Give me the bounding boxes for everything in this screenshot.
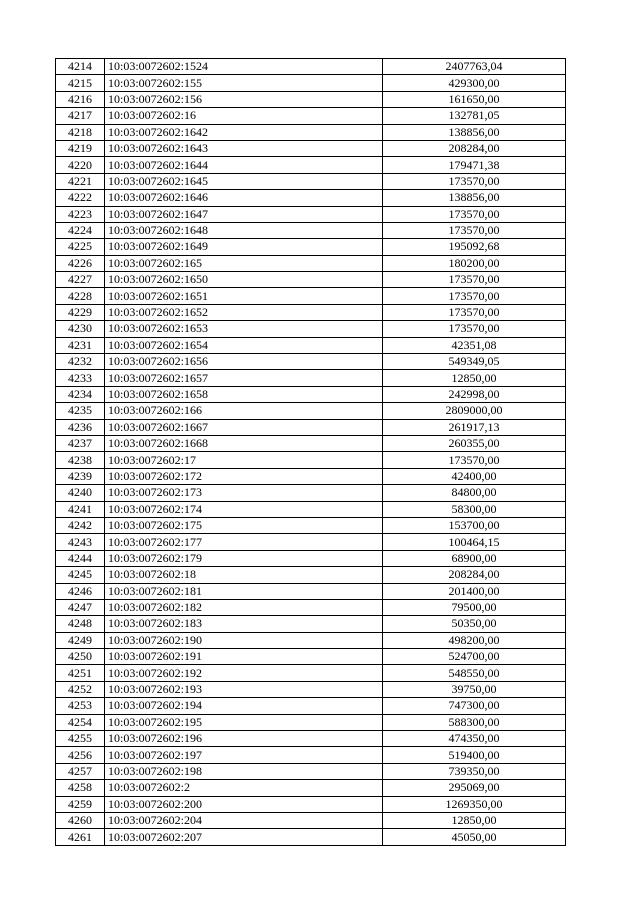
table-row: [56, 616, 566, 632]
cadastral-number-cell: 10:03:0072602:192: [105, 665, 383, 681]
row-number-cell: 4251: [56, 665, 105, 681]
value-cell: 161650,00: [383, 91, 566, 107]
value-cell: 68900,00: [383, 550, 566, 566]
cadastral-number-cell: 10:03:0072602:198: [105, 763, 383, 779]
value-cell: 58300,00: [383, 501, 566, 517]
row-number-cell: 4232: [56, 354, 105, 370]
row-number-cell: 4255: [56, 731, 105, 747]
cadastral-number-cell: 10:03:0072602:1652: [105, 304, 383, 320]
value-cell: 173570,00: [383, 288, 566, 304]
table-row: [56, 534, 566, 550]
row-number-cell: 4235: [56, 403, 105, 419]
value-cell: 429300,00: [383, 75, 566, 91]
cadastral-number-cell: 10:03:0072602:1657: [105, 370, 383, 386]
value-cell: 2407763,04: [383, 59, 566, 75]
value-cell: 42351,08: [383, 337, 566, 353]
row-number-cell: 4217: [56, 108, 105, 124]
row-number-cell: 4254: [56, 714, 105, 730]
row-number-cell: 4222: [56, 190, 105, 206]
cadastral-number-cell: 10:03:0072602:1650: [105, 272, 383, 288]
row-number-cell: 4214: [56, 59, 105, 75]
value-cell: 173570,00: [383, 272, 566, 288]
value-cell: 173570,00: [383, 321, 566, 337]
value-cell: 208284,00: [383, 567, 566, 583]
cadastral-number-cell: 10:03:0072602:1648: [105, 222, 383, 238]
cadastral-number-cell: 10:03:0072602:181: [105, 583, 383, 599]
cadastral-number-cell: 10:03:0072602:1651: [105, 288, 383, 304]
row-number-cell: 4259: [56, 796, 105, 812]
cadastral-number-cell: 10:03:0072602:165: [105, 255, 383, 271]
row-number-cell: 4253: [56, 698, 105, 714]
cadastral-number-cell: 10:03:0072602:179: [105, 550, 383, 566]
value-cell: 588300,00: [383, 714, 566, 730]
table-row: [56, 157, 566, 173]
row-number-cell: 4215: [56, 75, 105, 91]
value-cell: 138856,00: [383, 190, 566, 206]
row-number-cell: 4233: [56, 370, 105, 386]
cadastral-number-cell: 10:03:0072602:1658: [105, 386, 383, 402]
value-cell: 474350,00: [383, 731, 566, 747]
table-row: [56, 649, 566, 665]
row-number-cell: 4229: [56, 304, 105, 320]
row-number-cell: 4221: [56, 173, 105, 189]
table-row: [56, 419, 566, 435]
table-row: [56, 780, 566, 796]
row-number-cell: 4258: [56, 780, 105, 796]
value-cell: 201400,00: [383, 583, 566, 599]
table-row: [56, 812, 566, 828]
cadastral-value-table: [55, 58, 566, 846]
value-cell: 84800,00: [383, 485, 566, 501]
table-row: [56, 206, 566, 222]
cadastral-number-cell: 10:03:0072602:204: [105, 812, 383, 828]
value-cell: 39750,00: [383, 681, 566, 697]
table-row: [56, 140, 566, 156]
row-number-cell: 4243: [56, 534, 105, 550]
value-cell: 747300,00: [383, 698, 566, 714]
table-row: [56, 370, 566, 386]
table-row: [56, 337, 566, 353]
value-cell: 79500,00: [383, 599, 566, 615]
value-cell: 2809000,00: [383, 403, 566, 419]
value-cell: 180200,00: [383, 255, 566, 271]
table-row: [56, 747, 566, 763]
table-body: [56, 59, 566, 846]
table-row: [56, 468, 566, 484]
value-cell: 173570,00: [383, 452, 566, 468]
value-cell: 12850,00: [383, 812, 566, 828]
row-number-cell: 4228: [56, 288, 105, 304]
cadastral-number-cell: 10:03:0072602:190: [105, 632, 383, 648]
cadastral-number-cell: 10:03:0072602:195: [105, 714, 383, 730]
row-number-cell: 4250: [56, 649, 105, 665]
value-cell: 260355,00: [383, 435, 566, 451]
value-cell: 45050,00: [383, 829, 566, 845]
value-cell: 100464,15: [383, 534, 566, 550]
table-row: [56, 452, 566, 468]
table-row: [56, 354, 566, 370]
row-number-cell: 4256: [56, 747, 105, 763]
cadastral-number-cell: 10:03:0072602:182: [105, 599, 383, 615]
cadastral-number-cell: 10:03:0072602:1654: [105, 337, 383, 353]
table-row: [56, 435, 566, 451]
row-number-cell: 4248: [56, 616, 105, 632]
value-cell: 549349,05: [383, 354, 566, 370]
value-cell: 524700,00: [383, 649, 566, 665]
row-number-cell: 4257: [56, 763, 105, 779]
cadastral-number-cell: 10:03:0072602:1653: [105, 321, 383, 337]
row-number-cell: 4242: [56, 517, 105, 533]
cadastral-number-cell: 10:03:0072602:197: [105, 747, 383, 763]
row-number-cell: 4226: [56, 255, 105, 271]
row-number-cell: 4225: [56, 239, 105, 255]
table-row: [56, 75, 566, 91]
table-row: [56, 796, 566, 812]
row-number-cell: 4261: [56, 829, 105, 845]
table-row: [56, 714, 566, 730]
table-row: [56, 190, 566, 206]
cadastral-number-cell: 10:03:0072602:196: [105, 731, 383, 747]
table-row: [56, 386, 566, 402]
table-row: [56, 567, 566, 583]
row-number-cell: 4227: [56, 272, 105, 288]
cadastral-number-cell: 10:03:0072602:18: [105, 567, 383, 583]
cadastral-number-cell: 10:03:0072602:1645: [105, 173, 383, 189]
table-row: [56, 124, 566, 140]
value-cell: 173570,00: [383, 304, 566, 320]
cadastral-number-cell: 10:03:0072602:1524: [105, 59, 383, 75]
cadastral-number-cell: 10:03:0072602:155: [105, 75, 383, 91]
cadastral-number-cell: 10:03:0072602:1656: [105, 354, 383, 370]
cadastral-number-cell: 10:03:0072602:156: [105, 91, 383, 107]
row-number-cell: 4218: [56, 124, 105, 140]
cadastral-number-cell: 10:03:0072602:1649: [105, 239, 383, 255]
table-row: [56, 501, 566, 517]
table-row: [56, 550, 566, 566]
row-number-cell: 4224: [56, 222, 105, 238]
table-row: [56, 665, 566, 681]
table-row: [56, 731, 566, 747]
cadastral-number-cell: 10:03:0072602:200: [105, 796, 383, 812]
table-row: [56, 403, 566, 419]
row-number-cell: 4238: [56, 452, 105, 468]
value-cell: 12850,00: [383, 370, 566, 386]
row-number-cell: 4223: [56, 206, 105, 222]
table-row: [56, 632, 566, 648]
cadastral-number-cell: 10:03:0072602:191: [105, 649, 383, 665]
cadastral-number-cell: 10:03:0072602:1667: [105, 419, 383, 435]
value-cell: 498200,00: [383, 632, 566, 648]
row-number-cell: 4240: [56, 485, 105, 501]
value-cell: 739350,00: [383, 763, 566, 779]
cadastral-number-cell: 10:03:0072602:2: [105, 780, 383, 796]
value-cell: 519400,00: [383, 747, 566, 763]
value-cell: 42400,00: [383, 468, 566, 484]
value-cell: 208284,00: [383, 140, 566, 156]
cadastral-number-cell: 10:03:0072602:17: [105, 452, 383, 468]
table-row: [56, 255, 566, 271]
value-cell: 548550,00: [383, 665, 566, 681]
row-number-cell: 4247: [56, 599, 105, 615]
value-cell: 195092,68: [383, 239, 566, 255]
cadastral-number-cell: 10:03:0072602:177: [105, 534, 383, 550]
row-number-cell: 4239: [56, 468, 105, 484]
table-row: [56, 304, 566, 320]
table-row: [56, 239, 566, 255]
cadastral-number-cell: 10:03:0072602:175: [105, 517, 383, 533]
table-row: [56, 288, 566, 304]
row-number-cell: 4216: [56, 91, 105, 107]
table-row: [56, 599, 566, 615]
table-row: [56, 108, 566, 124]
cadastral-number-cell: 10:03:0072602:16: [105, 108, 383, 124]
table-row: [56, 829, 566, 845]
table-row: [56, 698, 566, 714]
table-row: [56, 583, 566, 599]
table-row: [56, 91, 566, 107]
table-row: [56, 59, 566, 75]
row-number-cell: 4236: [56, 419, 105, 435]
cadastral-number-cell: 10:03:0072602:1643: [105, 140, 383, 156]
value-cell: 132781,05: [383, 108, 566, 124]
cadastral-number-cell: 10:03:0072602:207: [105, 829, 383, 845]
cadastral-number-cell: 10:03:0072602:173: [105, 485, 383, 501]
row-number-cell: 4260: [56, 812, 105, 828]
value-cell: 153700,00: [383, 517, 566, 533]
value-cell: 173570,00: [383, 206, 566, 222]
cadastral-number-cell: 10:03:0072602:166: [105, 403, 383, 419]
row-number-cell: 4252: [56, 681, 105, 697]
row-number-cell: 4249: [56, 632, 105, 648]
cadastral-number-cell: 10:03:0072602:1644: [105, 157, 383, 173]
row-number-cell: 4237: [56, 435, 105, 451]
value-cell: 1269350,00: [383, 796, 566, 812]
cadastral-number-cell: 10:03:0072602:172: [105, 468, 383, 484]
value-cell: 173570,00: [383, 222, 566, 238]
value-cell: 50350,00: [383, 616, 566, 632]
cadastral-number-cell: 10:03:0072602:1647: [105, 206, 383, 222]
row-number-cell: 4219: [56, 140, 105, 156]
value-cell: 173570,00: [383, 173, 566, 189]
value-cell: 261917,13: [383, 419, 566, 435]
table-row: [56, 517, 566, 533]
table-row: [56, 763, 566, 779]
row-number-cell: 4245: [56, 567, 105, 583]
cadastral-number-cell: 10:03:0072602:174: [105, 501, 383, 517]
value-cell: 138856,00: [383, 124, 566, 140]
table-row: [56, 222, 566, 238]
table-row: [56, 272, 566, 288]
table-row: [56, 485, 566, 501]
table-row: [56, 321, 566, 337]
table-row: [56, 173, 566, 189]
table-row: [56, 681, 566, 697]
row-number-cell: 4231: [56, 337, 105, 353]
cadastral-number-cell: 10:03:0072602:1642: [105, 124, 383, 140]
cadastral-number-cell: 10:03:0072602:1646: [105, 190, 383, 206]
value-cell: 295069,00: [383, 780, 566, 796]
row-number-cell: 4246: [56, 583, 105, 599]
row-number-cell: 4244: [56, 550, 105, 566]
row-number-cell: 4230: [56, 321, 105, 337]
value-cell: 179471,38: [383, 157, 566, 173]
cadastral-number-cell: 10:03:0072602:194: [105, 698, 383, 714]
row-number-cell: 4241: [56, 501, 105, 517]
cadastral-number-cell: 10:03:0072602:193: [105, 681, 383, 697]
cadastral-number-cell: 10:03:0072602:1668: [105, 435, 383, 451]
row-number-cell: 4234: [56, 386, 105, 402]
row-number-cell: 4220: [56, 157, 105, 173]
cadastral-number-cell: 10:03:0072602:183: [105, 616, 383, 632]
value-cell: 242998,00: [383, 386, 566, 402]
